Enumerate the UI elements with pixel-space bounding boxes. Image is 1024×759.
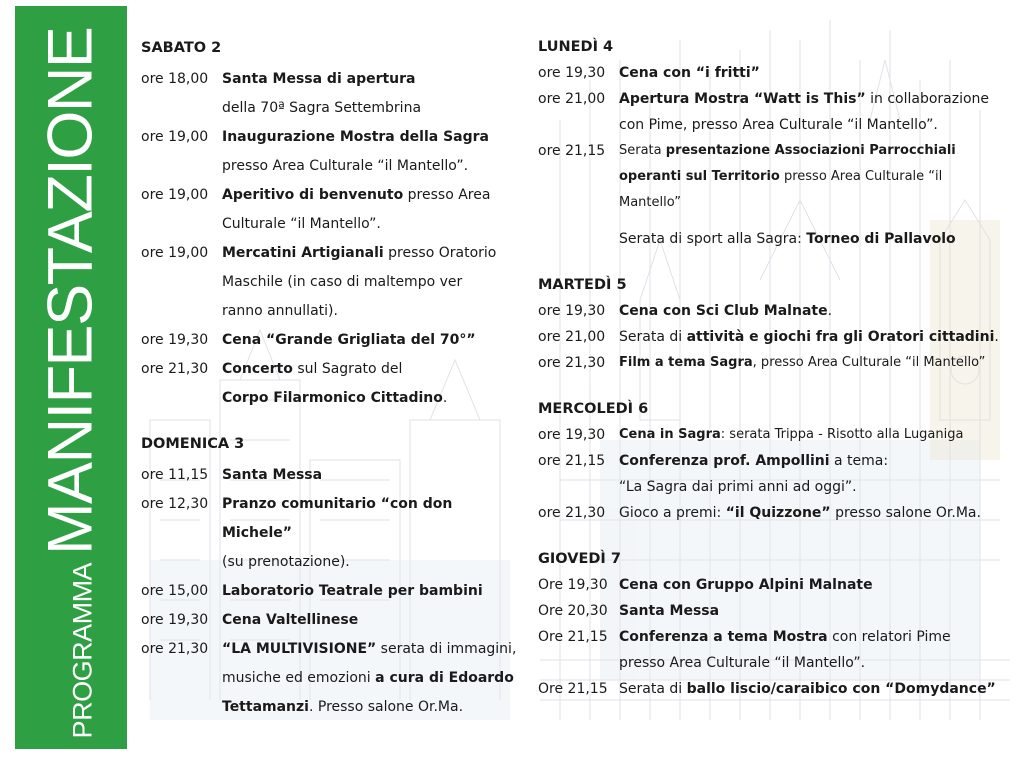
event-desc: Santa Messa di apertura bbox=[222, 71, 416, 87]
event-line bbox=[538, 474, 1008, 500]
event-time bbox=[141, 297, 222, 326]
event-desc: Film a tema Sagra, presso Area Culturale “il Mantello” bbox=[619, 355, 986, 370]
day-title: SABATO 2 bbox=[141, 40, 222, 56]
event-time bbox=[141, 664, 222, 693]
event-line bbox=[141, 326, 521, 355]
event-desc: Culturale “il Mantello”. bbox=[222, 216, 381, 232]
event-line bbox=[538, 572, 1008, 598]
event-time: ore 21,00 bbox=[538, 329, 606, 345]
event-time bbox=[538, 164, 619, 216]
event-time bbox=[141, 693, 222, 722]
event-line bbox=[141, 94, 521, 123]
event-time: ore 11,15 bbox=[141, 467, 209, 483]
event-time: ore 21,15 bbox=[538, 143, 606, 159]
event-line bbox=[141, 65, 521, 94]
event-time: ore 19,30 bbox=[141, 612, 209, 628]
event-desc: Cena con Sci Club Malnate. bbox=[619, 303, 833, 319]
event-desc: della 70ª Sagra Settembrina bbox=[222, 100, 422, 116]
event-desc: Tettamanzi. Presso salone Or.Ma. bbox=[222, 699, 464, 715]
event-desc: Cena con “i fritti” bbox=[619, 65, 760, 81]
event-time: ore 19,30 bbox=[538, 303, 606, 319]
event-time: ore 21,00 bbox=[538, 91, 606, 107]
event-line bbox=[538, 86, 1008, 112]
event-time bbox=[141, 268, 222, 297]
event-desc: Aperitivo di benvenuto presso Area bbox=[222, 187, 491, 203]
event-line bbox=[141, 693, 521, 722]
event-desc: presso Area Culturale “il Mantello”. bbox=[222, 158, 469, 174]
event-line bbox=[141, 548, 521, 577]
event-time bbox=[538, 226, 619, 252]
event-desc: Santa Messa bbox=[619, 603, 720, 619]
event-line bbox=[538, 500, 1008, 526]
event-desc: Santa Messa bbox=[222, 467, 323, 483]
day-title: LUNEDÌ 4 bbox=[538, 39, 614, 55]
event-time bbox=[141, 210, 222, 239]
event-line bbox=[141, 664, 521, 693]
event-time: ore 19,30 bbox=[538, 427, 606, 443]
day-title: DOMENICA 3 bbox=[141, 436, 245, 452]
event-line bbox=[141, 123, 521, 152]
event-desc: Concerto sul Sagrato del bbox=[222, 361, 403, 377]
event-desc: operanti sul Territorio presso Area Culturale “il Mantello” bbox=[619, 169, 943, 210]
event-line bbox=[538, 112, 1008, 138]
event-time: Ore 20,30 bbox=[538, 603, 608, 619]
event-desc: Pranzo comunitario “con don Michele” bbox=[222, 496, 453, 541]
event-time: ore 19,00 bbox=[141, 129, 209, 145]
event-line bbox=[141, 239, 521, 268]
event-time bbox=[538, 112, 619, 138]
event-desc: Gioco a premi: “il Quizzone” presso salone Or.Ma. bbox=[619, 505, 981, 521]
event-time bbox=[538, 474, 619, 500]
event-time: ore 12,30 bbox=[141, 496, 209, 512]
day-title: MERCOLEDÌ 6 bbox=[538, 401, 649, 417]
day-title: GIOVEDÌ 7 bbox=[538, 551, 621, 567]
event-desc: Serata presentazione Associazioni Parrocchiali bbox=[619, 143, 956, 158]
event-line bbox=[141, 577, 521, 606]
event-desc: Laboratorio Teatrale per bambini bbox=[222, 583, 483, 599]
event-line bbox=[141, 268, 521, 297]
event-desc: Serata di sport alla Sagra: Torneo di Pallavolo bbox=[619, 231, 956, 247]
event-time: ore 18,00 bbox=[141, 71, 209, 87]
event-desc: (su prenotazione). bbox=[222, 554, 350, 570]
sidebar-banner bbox=[15, 6, 127, 749]
event-desc: Corpo Filarmonico Cittadino. bbox=[222, 390, 448, 406]
event-line bbox=[538, 138, 1008, 164]
sidebar-title-small: PROGRAMMA bbox=[67, 562, 98, 739]
event-time: ore 21,30 bbox=[538, 505, 606, 521]
event-desc: Conferenza a tema Mostra con relatori Pime bbox=[619, 629, 951, 645]
event-time: Ore 21,15 bbox=[538, 629, 608, 645]
event-time bbox=[141, 94, 222, 123]
event-desc: musiche ed emozioni a cura di Edoardo bbox=[222, 670, 514, 686]
event-line bbox=[538, 324, 1008, 350]
event-line bbox=[538, 624, 1008, 650]
event-line bbox=[538, 448, 1008, 474]
event-desc: Cena con Gruppo Alpini Malnate bbox=[619, 577, 873, 593]
event-line bbox=[141, 152, 521, 181]
event-desc: Cena in Sagra: serata Trippa - Risotto alla Luganiga bbox=[619, 427, 964, 442]
spacer bbox=[538, 216, 1008, 226]
event-line bbox=[141, 181, 521, 210]
event-line bbox=[141, 606, 521, 635]
event-line bbox=[538, 226, 1008, 252]
event-line bbox=[141, 384, 521, 413]
event-time: Ore 19,30 bbox=[538, 577, 608, 593]
event-time: ore 21,30 bbox=[538, 355, 606, 371]
event-time bbox=[141, 152, 222, 181]
event-line bbox=[538, 350, 1008, 376]
event-desc: presso Area Culturale “il Mantello”. bbox=[619, 655, 866, 671]
right-column bbox=[538, 36, 1008, 702]
event-desc: Apertura Mostra “Watt is This” in collaborazione bbox=[619, 91, 990, 107]
event-desc: con Pime, presso Area Culturale “il Mantello”. bbox=[619, 117, 938, 133]
sidebar-title bbox=[35, 27, 106, 739]
left-column bbox=[141, 36, 521, 722]
event-line bbox=[141, 490, 521, 548]
event-desc: Serata di ballo liscio/caraibico con “Domydance” bbox=[619, 681, 996, 697]
event-line bbox=[141, 635, 521, 664]
event-time: ore 19,00 bbox=[141, 245, 209, 261]
event-time: ore 19,30 bbox=[538, 65, 606, 81]
event-line bbox=[538, 676, 1008, 702]
event-line bbox=[538, 650, 1008, 676]
event-line bbox=[141, 461, 521, 490]
event-time bbox=[141, 384, 222, 413]
event-desc: Cena Valtellinese bbox=[222, 612, 359, 628]
event-desc: Conferenza prof. Ampollini a tema: bbox=[619, 453, 889, 469]
event-time: ore 21,30 bbox=[141, 641, 209, 657]
event-time bbox=[141, 548, 222, 577]
event-desc: Inaugurazione Mostra della Sagra bbox=[222, 129, 489, 145]
event-time: ore 21,30 bbox=[141, 361, 209, 377]
event-line bbox=[141, 210, 521, 239]
event-line bbox=[538, 422, 1008, 448]
event-line bbox=[538, 60, 1008, 86]
event-time: ore 15,00 bbox=[141, 583, 209, 599]
event-desc: Cena “Grande Grigliata del 70°” bbox=[222, 332, 476, 348]
event-desc: ranno annullati). bbox=[222, 303, 338, 319]
event-desc: Mercatini Artigianali presso Oratorio bbox=[222, 245, 497, 261]
event-line bbox=[538, 598, 1008, 624]
event-time: ore 19,00 bbox=[141, 187, 209, 203]
event-desc: Serata di attività e giochi fra gli Oratori cittadini. bbox=[619, 329, 999, 345]
event-time: ore 21,15 bbox=[538, 453, 606, 469]
event-line bbox=[141, 355, 521, 384]
event-line bbox=[538, 298, 1008, 324]
event-time: Ore 21,15 bbox=[538, 681, 608, 697]
event-time: ore 19,30 bbox=[141, 332, 209, 348]
sidebar-title-big: MANIFESTAZIONE bbox=[35, 27, 106, 555]
event-time bbox=[538, 650, 619, 676]
day-title: MARTEDÌ 5 bbox=[538, 277, 627, 293]
event-line bbox=[141, 297, 521, 326]
event-desc: “LA MULTIVISIONE” serata di immagini, bbox=[222, 641, 517, 657]
event-desc: “La Sagra dai primi anni ad oggi”. bbox=[619, 479, 857, 495]
event-desc: Maschile (in caso di maltempo ver bbox=[222, 274, 463, 290]
event-line bbox=[538, 164, 1008, 216]
